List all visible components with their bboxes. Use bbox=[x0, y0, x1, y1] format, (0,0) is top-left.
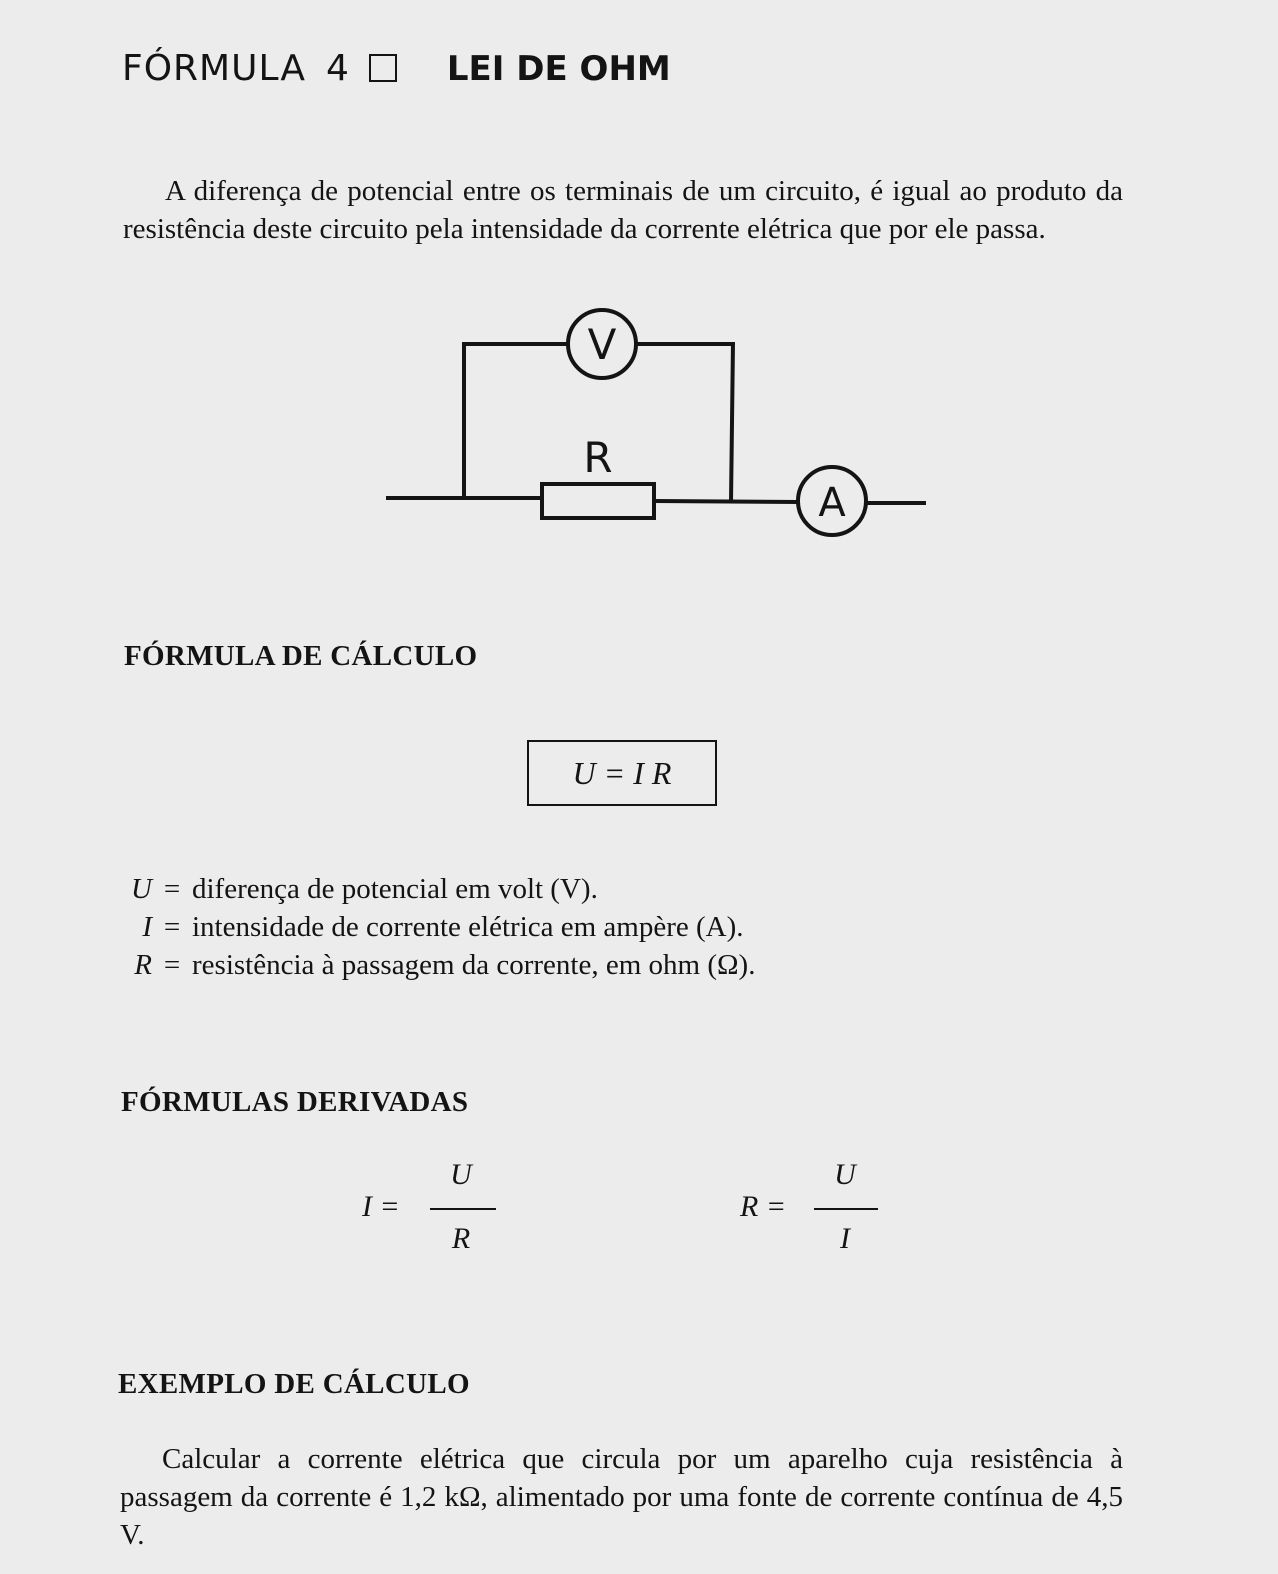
example-paragraph: Calcular a corrente elétrica que circula por um aparelho cuja resistência à passagem da corrente é 1,2 kΩ, alimentado por uma fonte de corrente contínua de 4,5 V. bbox=[120, 1443, 1123, 1551]
definition-equals: = bbox=[163, 873, 181, 905]
calc-heading: FÓRMULA DE CÁLCULO bbox=[124, 640, 478, 672]
definition-text: intensidade de corrente elétrica em ampère (A). bbox=[192, 911, 744, 943]
ammeter-label: A bbox=[818, 480, 846, 526]
formula-lhs: R = bbox=[740, 1190, 787, 1223]
square-bullet-icon bbox=[369, 54, 397, 82]
page-title bbox=[122, 48, 671, 89]
wire-right-vertical bbox=[731, 342, 733, 502]
definition-text: diferença de potencial em volt (V). bbox=[192, 873, 598, 905]
fraction-bar bbox=[814, 1208, 878, 1210]
definition-equals: = bbox=[163, 949, 181, 981]
wire-main-middle bbox=[654, 501, 798, 502]
formula-lhs: I = bbox=[362, 1190, 400, 1223]
main-formula-box bbox=[527, 740, 717, 806]
resistor-label: R bbox=[583, 433, 613, 482]
fraction-bar bbox=[430, 1208, 496, 1210]
definition-row bbox=[118, 908, 755, 946]
title-number: 4 bbox=[325, 48, 349, 89]
example-heading: EXEMPLO DE CÁLCULO bbox=[118, 1368, 470, 1400]
definition-symbol: R bbox=[134, 949, 152, 981]
circuit-diagram bbox=[380, 300, 940, 550]
definition-symbol: I bbox=[142, 911, 152, 943]
resistor-symbol bbox=[542, 484, 654, 518]
definition-row bbox=[118, 946, 755, 984]
formula-numerator: U bbox=[450, 1158, 472, 1191]
main-formula: U = I R bbox=[572, 754, 672, 791]
definition-row bbox=[118, 870, 755, 908]
title-subtitle: LEI DE OHM bbox=[446, 49, 671, 89]
definition-equals: = bbox=[163, 911, 181, 943]
definitions-list bbox=[118, 870, 755, 984]
title-text: FÓRMULA bbox=[122, 48, 306, 89]
derived-heading: FÓRMULAS DERIVADAS bbox=[121, 1086, 469, 1118]
intro-paragraph: A diferença de potencial entre os terminais de um circuito, é igual ao produto da resistência deste circuito pela intensidade da corrente elétrica que por ele passa. bbox=[123, 175, 1123, 245]
definition-symbol: U bbox=[131, 873, 152, 905]
formula-denominator: R bbox=[451, 1222, 471, 1255]
voltmeter-label: V bbox=[587, 320, 617, 369]
formula-denominator: I bbox=[840, 1222, 850, 1255]
definition-text: resistência à passagem da corrente, em ohm (Ω). bbox=[192, 949, 756, 981]
formula-numerator: U bbox=[834, 1158, 856, 1191]
